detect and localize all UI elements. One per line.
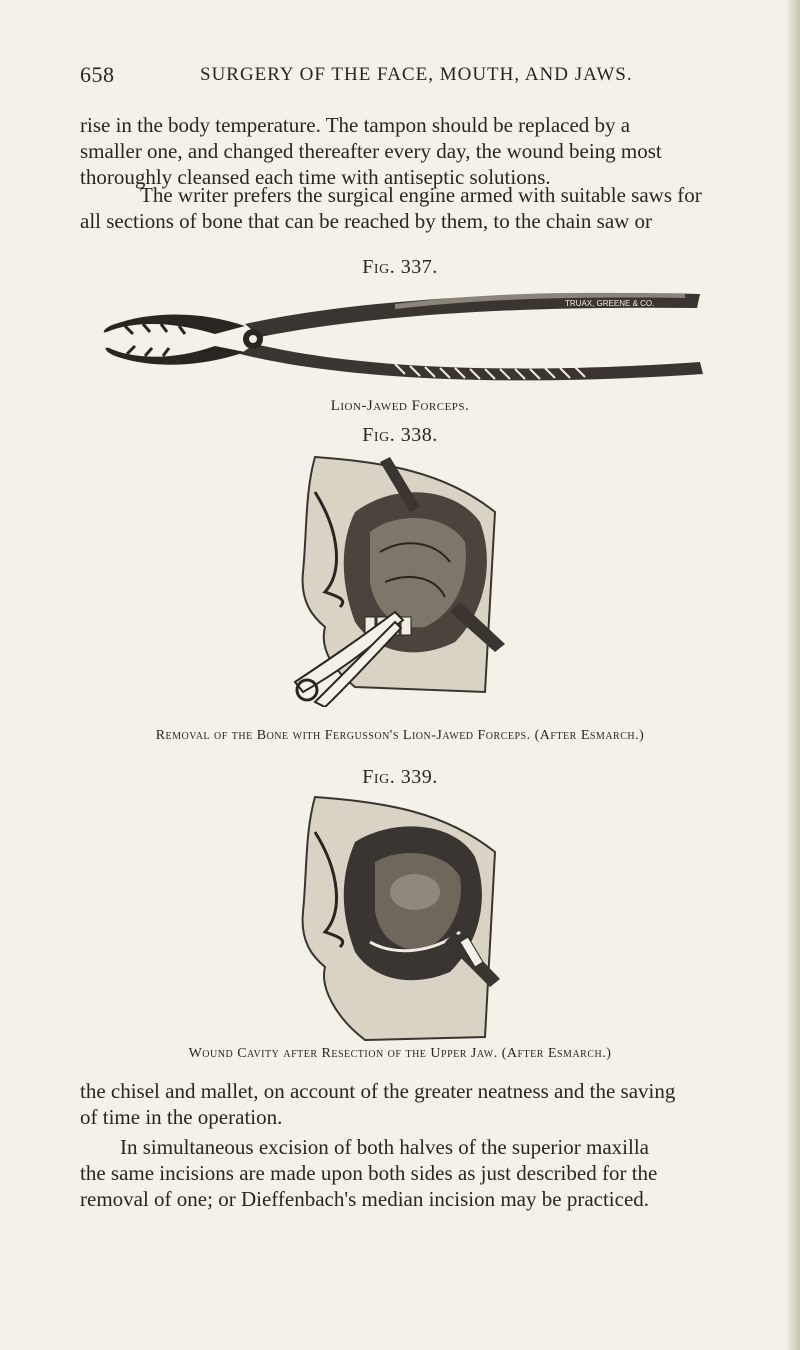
text-line: The writer prefers the surgical engine armed with suitable saws for xyxy=(140,183,702,207)
page-header xyxy=(80,62,725,92)
figure-339-label: Fig. 339. xyxy=(362,766,438,788)
page-number: 658 xyxy=(80,62,115,87)
forceps-stamp: TRUAX, GREENE & CO. xyxy=(565,299,655,308)
text-line: thoroughly cleansed each time with antiseptic solutions. xyxy=(80,165,551,189)
figure-339-caption: Wound Cavity after Resection of the Upper Jaw. (After Esmarch.) xyxy=(188,1046,612,1061)
top-paragraph xyxy=(80,112,726,190)
text-line: smaller one, and changed thereafter every day, the wound being most xyxy=(80,139,662,163)
text-line: all sections of bone that can be reached by them, to the chain saw or xyxy=(80,209,653,233)
text-line: In simultaneous excision of both halves of the superior maxilla xyxy=(120,1135,649,1159)
figure-338-caption: Removal of the Bone with Fergusson's Lion-Jawed Forceps. (After Esmarch.) xyxy=(155,728,645,743)
text-line: the chisel and mallet, on account of the greater neatness and the saving xyxy=(80,1079,676,1103)
text-line: removal of one; or Dieffenbach's median incision may be practiced. xyxy=(80,1187,650,1211)
figure-337-caption: Lion-Jawed Forceps. xyxy=(330,398,470,414)
wound-cavity-illustration xyxy=(285,792,515,1044)
text-line: of time in the operation. xyxy=(80,1105,283,1129)
bottom-paragraph xyxy=(80,1078,726,1130)
second-paragraph xyxy=(80,182,726,234)
text-line: rise in the body temperature. The tampon should be replaced by a xyxy=(80,113,631,137)
final-paragraph xyxy=(80,1134,726,1212)
figure-338-label: Fig. 338. xyxy=(362,424,438,446)
bone-removal-illustration xyxy=(285,452,515,707)
text-line: the same incisions are made upon both sides as just described for the xyxy=(80,1161,658,1185)
running-head: SURGERY OF THE FACE, MOUTH, AND JAWS. xyxy=(200,64,633,85)
page-edge-shadow xyxy=(786,0,800,1350)
figure-337-label: Fig. 337. xyxy=(362,256,438,278)
lion-jawed-forceps-illustration xyxy=(95,282,705,387)
